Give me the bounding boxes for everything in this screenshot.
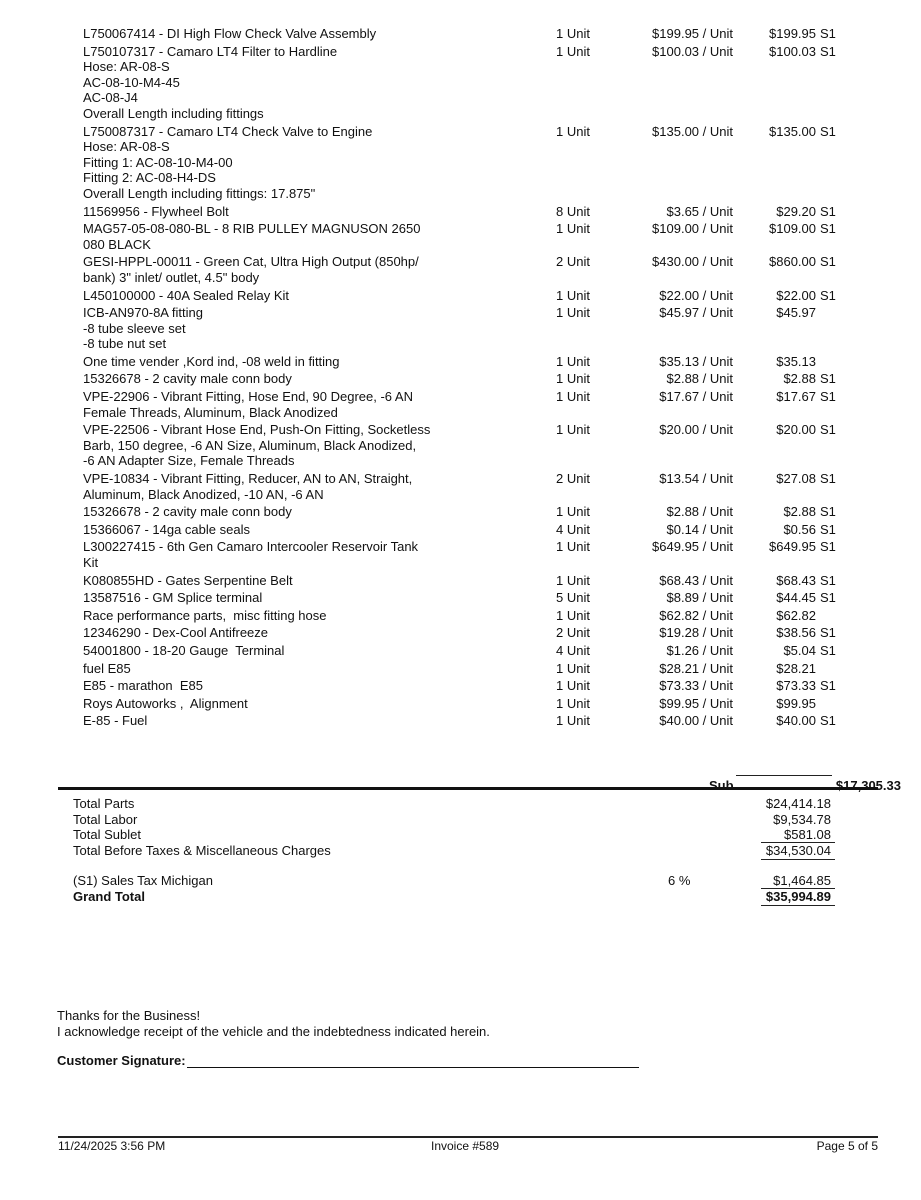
before-taxes-underline: [761, 859, 835, 860]
item-unit-price: $13.54 / Unit: [659, 471, 733, 487]
grand-total-value: $35,994.89: [765, 888, 831, 904]
item-description: [83, 643, 473, 659]
line-item-row: [83, 354, 873, 370]
item-unit-price: $35.13 / Unit: [659, 353, 733, 369]
item-quantity: 1 Unit: [556, 123, 590, 139]
print-timestamp: 11/24/2025 3:56 PM: [58, 1139, 166, 1153]
item-amount-value: $860.00: [769, 254, 816, 270]
total-sublet-value: $581.08: [784, 827, 831, 843]
item-description-line: Fitting 2: AC-08-H4-DS: [83, 170, 216, 186]
item-description-line: L750087317 - Camaro LT4 Check Valve to Engine: [83, 123, 373, 139]
item-description: [83, 389, 473, 420]
line-item-row: [83, 389, 873, 420]
invoice-number: Invoice #589: [431, 1139, 500, 1153]
item-unit-price: $19.28 / Unit: [659, 625, 733, 641]
page-number: Page 5 of 5: [816, 1139, 878, 1153]
acknowledgement-text: I acknowledge receipt of the vehicle and the indebtedness indicated herein.: [57, 1023, 490, 1039]
total-parts-value: $24,414.18: [765, 796, 831, 811]
item-amount: [738, 643, 848, 659]
sales-tax-label: (S1) Sales Tax Michigan: [73, 873, 213, 889]
item-tax-code: S1: [820, 678, 836, 694]
item-description: [83, 204, 473, 220]
item-amount: [738, 221, 848, 237]
item-quantity: 1 Unit: [556, 713, 590, 729]
item-description: [83, 625, 473, 641]
item-tax-code: S1: [820, 539, 836, 555]
item-unit-price: $28.21 / Unit: [659, 660, 733, 676]
thanks-text: Thanks for the Business!: [57, 1008, 201, 1023]
item-amount: [738, 661, 848, 677]
item-tax-code: S1: [820, 422, 836, 438]
item-quantity: 1 Unit: [556, 287, 590, 303]
item-unit-price: $22.00 / Unit: [659, 287, 733, 303]
total-parts-row: [73, 796, 843, 812]
item-description: [83, 254, 473, 285]
total-sublet-label: Total Sublet: [73, 827, 141, 843]
total-before-taxes-value: $34,530.04: [765, 842, 831, 858]
item-amount-value: $38.56: [776, 625, 816, 641]
item-amount-value: $22.00: [776, 287, 816, 303]
item-description: [83, 539, 473, 570]
item-amount: [738, 124, 848, 140]
item-amount: [738, 625, 848, 641]
line-item-row: [83, 573, 873, 589]
item-description-line: Fitting 1: AC-08-10-M4-00: [83, 154, 233, 170]
item-description-line: Barb, 150 degree, -6 AN Size, Aluminum, Black Anodized,: [83, 437, 417, 453]
item-quantity: 1 Unit: [556, 221, 590, 237]
item-amount: [738, 305, 848, 321]
item-amount: [738, 522, 848, 538]
sales-tax-row: [73, 873, 843, 889]
item-amount-value: $5.04: [783, 642, 816, 658]
item-unit-price: $8.89 / Unit: [666, 590, 733, 606]
item-tax-code: S1: [820, 625, 836, 641]
item-unit-price: $430.00 / Unit: [652, 254, 733, 270]
sales-tax-value: $1,464.85: [773, 873, 831, 889]
customer-signature: [57, 1053, 639, 1068]
item-quantity: 5 Unit: [556, 590, 590, 606]
item-tax-code: S1: [820, 504, 836, 520]
item-amount-value: $17.67: [776, 389, 816, 405]
item-description-line: AC-08-J4: [83, 90, 138, 106]
item-description-line: L750067414 - DI High Flow Check Valve Assembly: [83, 26, 377, 41]
item-description-line: Overall Length including fittings: [83, 105, 264, 121]
item-quantity: 1 Unit: [556, 678, 590, 694]
item-description-line: K080855HD - Gates Serpentine Belt: [83, 572, 293, 588]
item-quantity: 1 Unit: [556, 305, 590, 321]
item-unit-price: $62.82 / Unit: [659, 607, 733, 623]
item-amount-value: $135.00: [769, 123, 816, 139]
line-item-row: [83, 254, 873, 285]
item-amount-value: $73.33: [776, 678, 816, 694]
item-description-line: ICB-AN970-8A fitting: [83, 305, 203, 321]
item-description: [83, 354, 473, 370]
item-description: [83, 573, 473, 589]
total-sublet-row: [73, 827, 843, 843]
item-description-line: Roys Autoworks , Alignment: [83, 695, 248, 711]
item-amount: [738, 354, 848, 370]
item-quantity: 8 Unit: [556, 203, 590, 219]
item-quantity: 1 Unit: [556, 504, 590, 520]
item-description-line: 54001800 - 18-20 Gauge Terminal: [83, 642, 285, 658]
line-item-row: [83, 204, 873, 220]
item-unit-price: $649.95 / Unit: [652, 539, 733, 555]
item-description-line: -6 AN Adapter Size, Female Threads: [83, 453, 295, 469]
item-amount: [738, 504, 848, 520]
item-amount-value: $20.00: [776, 422, 816, 438]
item-tax-code: S1: [820, 590, 836, 606]
item-unit-price: $20.00 / Unit: [659, 422, 733, 438]
line-item-row: [83, 221, 873, 252]
item-amount: [738, 539, 848, 555]
item-description: [83, 661, 473, 677]
line-item-row: [83, 522, 873, 538]
line-item-row: [83, 44, 873, 122]
item-quantity: 4 Unit: [556, 521, 590, 537]
item-tax-code: S1: [820, 254, 836, 270]
item-quantity: 2 Unit: [556, 254, 590, 270]
line-item-row: [83, 471, 873, 502]
item-description-line: 13587516 - GM Splice terminal: [83, 590, 263, 606]
item-unit-price: $3.65 / Unit: [666, 203, 733, 219]
total-labor-label: Total Labor: [73, 811, 138, 827]
item-description-line: Female Threads, Aluminum, Black Anodized: [83, 404, 338, 420]
item-amount-value: $100.03: [769, 43, 816, 59]
item-description-line: VPE-10834 - Vibrant Fitting, Reducer, AN to AN, Straight,: [83, 471, 413, 487]
item-tax-code: S1: [820, 43, 836, 59]
item-description-line: bank) 3" inlet/ outlet, 4.5" body: [83, 269, 260, 285]
item-description-line: 15326678 - 2 cavity male conn body: [83, 504, 292, 520]
item-quantity: 2 Unit: [556, 471, 590, 487]
item-amount: [738, 204, 848, 220]
item-amount-value: $0.56: [783, 521, 816, 537]
item-quantity: 2 Unit: [556, 625, 590, 641]
item-amount: [738, 590, 848, 606]
item-tax-code: S1: [820, 123, 836, 139]
line-item-row: [83, 124, 873, 202]
item-amount: [738, 573, 848, 589]
item-amount: [738, 26, 848, 42]
item-description-line: One time vender ,Kord ind, -08 weld in fitting: [83, 353, 340, 369]
item-description-line: fuel E85: [83, 660, 131, 676]
item-amount-value: $35.13: [776, 353, 816, 369]
totals-section: [73, 796, 843, 905]
line-item-row: [83, 678, 873, 694]
item-description: [83, 371, 473, 387]
item-unit-price: $199.95 / Unit: [652, 26, 733, 41]
item-description-line: Overall Length including fittings: 17.875": [83, 185, 316, 201]
item-unit-price: $68.43 / Unit: [659, 572, 733, 588]
item-tax-code: S1: [820, 521, 836, 537]
item-description: [83, 288, 473, 304]
subtotal-value: $17,305.33: [835, 778, 901, 793]
item-amount-value: $40.00: [776, 713, 816, 729]
item-unit-price: $135.00 / Unit: [652, 123, 733, 139]
line-item-row: [83, 608, 873, 624]
line-item-row: [83, 422, 873, 469]
item-amount-value: $2.88: [783, 371, 816, 387]
item-quantity: 1 Unit: [556, 695, 590, 711]
item-unit-price: $0.14 / Unit: [666, 521, 733, 537]
total-labor-row: [73, 812, 843, 828]
item-amount-value: $99.95: [776, 695, 816, 711]
item-quantity: 1 Unit: [556, 607, 590, 623]
item-quantity: 1 Unit: [556, 26, 590, 41]
item-description-line: VPE-22506 - Vibrant Hose End, Push-On Fitting, Socketless: [83, 422, 431, 438]
item-tax-code: S1: [820, 221, 836, 237]
item-amount: [738, 678, 848, 694]
item-description-line: L300227415 - 6th Gen Camaro Intercooler Reservoir Tank: [83, 539, 419, 555]
line-item-row: [83, 625, 873, 641]
item-description-line: Hose: AR-08-S: [83, 139, 170, 155]
item-amount-value: $109.00: [769, 221, 816, 237]
item-description-line: -8 tube nut set: [83, 336, 167, 352]
item-tax-code: S1: [820, 572, 836, 588]
item-amount-value: $44.45: [776, 590, 816, 606]
item-amount-value: $45.97: [776, 305, 816, 321]
line-item-row: [83, 305, 873, 352]
item-description-line: 080 BLACK: [83, 236, 151, 252]
footer-divider: [58, 1136, 878, 1138]
item-unit-price: $40.00 / Unit: [659, 713, 733, 729]
item-description: [83, 678, 473, 694]
line-item-row: [83, 713, 873, 729]
item-amount: [738, 696, 848, 712]
item-tax-code: S1: [820, 471, 836, 487]
item-description: [83, 504, 473, 520]
item-description: [83, 713, 473, 729]
item-description: [83, 44, 473, 122]
item-description-line: 15326678 - 2 cavity male conn body: [83, 371, 292, 387]
item-tax-code: S1: [820, 642, 836, 658]
item-amount: [738, 254, 848, 270]
item-description-line: MAG57-05-08-080-BL - 8 RIB PULLEY MAGNUSON 2650: [83, 221, 421, 237]
item-amount-value: $28.21: [776, 660, 816, 676]
item-description: [83, 608, 473, 624]
item-amount-value: $29.20: [776, 203, 816, 219]
item-description: [83, 26, 473, 42]
item-description: [83, 124, 473, 202]
item-description: [83, 422, 473, 469]
item-unit-price: $73.33 / Unit: [659, 678, 733, 694]
item-amount-value: $649.95: [769, 539, 816, 555]
item-quantity: 4 Unit: [556, 642, 590, 658]
signature-line[interactable]: [187, 1053, 639, 1068]
total-parts-label: Total Parts: [73, 796, 135, 811]
item-quantity: 1 Unit: [556, 660, 590, 676]
total-labor-value: $9,534.78: [773, 811, 831, 827]
item-description-line: E-85 - Fuel: [83, 713, 148, 729]
section-divider: [58, 787, 878, 790]
item-description-line: AC-08-10-M4-45: [83, 74, 180, 90]
line-item-row: [83, 590, 873, 606]
item-description-line: L450100000 - 40A Sealed Relay Kit: [83, 287, 289, 303]
item-unit-price: $45.97 / Unit: [659, 305, 733, 321]
item-description-line: 11569956 - Flywheel Bolt: [83, 203, 229, 219]
item-amount: [738, 288, 848, 304]
item-description: [83, 305, 473, 352]
item-tax-code: S1: [820, 287, 836, 303]
item-description-line: Kit: [83, 555, 99, 570]
item-description: [83, 471, 473, 502]
item-description-line: Hose: AR-08-S: [83, 59, 170, 75]
item-quantity: 1 Unit: [556, 371, 590, 387]
line-item-row: [83, 696, 873, 712]
item-quantity: 1 Unit: [556, 389, 590, 405]
item-tax-code: S1: [820, 713, 836, 729]
item-description: [83, 221, 473, 252]
item-unit-price: $100.03 / Unit: [652, 43, 733, 59]
item-quantity: 1 Unit: [556, 353, 590, 369]
item-unit-price: $2.88 / Unit: [666, 371, 733, 387]
item-amount: [738, 389, 848, 405]
item-unit-price: $109.00 / Unit: [652, 221, 733, 237]
item-description-line: -8 tube sleeve set: [83, 320, 186, 336]
item-amount: [738, 44, 848, 60]
subtotal-label: Sub: [709, 778, 734, 793]
item-unit-price: $1.26 / Unit: [666, 642, 733, 658]
item-amount-value: $27.08: [776, 471, 816, 487]
sales-tax-rate: 6 %: [668, 873, 691, 889]
item-tax-code: S1: [820, 26, 836, 41]
item-tax-code: S1: [820, 371, 836, 387]
total-before-taxes-label: Total Before Taxes & Miscellaneous Charges: [73, 842, 331, 858]
closing-note: [57, 1008, 490, 1039]
line-item-row: [83, 539, 873, 570]
grand-total-row: [73, 889, 843, 905]
item-amount: [738, 471, 848, 487]
item-amount: [738, 371, 848, 387]
item-description-line: GESI-HPPL-00011 - Green Cat, Ultra High Output (850hp/: [83, 254, 419, 270]
item-unit-price: $99.95 / Unit: [659, 695, 733, 711]
item-description-line: VPE-22906 - Vibrant Fitting, Hose End, 90 Degree, -6 AN: [83, 389, 413, 405]
item-amount-value: $62.82: [776, 607, 816, 623]
item-quantity: 1 Unit: [556, 572, 590, 588]
item-amount-value: $199.95: [769, 26, 816, 41]
item-description-line: Race performance parts, misc fitting hose: [83, 607, 327, 623]
item-description-line: Aluminum, Black Anodized, -10 AN, -6 AN: [83, 486, 324, 502]
item-amount-value: $68.43: [776, 572, 816, 588]
total-before-taxes-row: [73, 843, 843, 859]
item-quantity: 1 Unit: [556, 422, 590, 438]
line-items-table: [83, 26, 901, 793]
line-item-row: [83, 26, 873, 42]
item-description-line: L750107317 - Camaro LT4 Filter to Hardline: [83, 43, 338, 59]
subtotal-rule: [736, 775, 832, 776]
item-amount: [738, 422, 848, 438]
item-tax-code: S1: [820, 203, 836, 219]
item-description-line: 12346290 - Dex-Cool Antifreeze: [83, 625, 269, 641]
item-unit-price: $2.88 / Unit: [666, 504, 733, 520]
item-amount-value: $2.88: [783, 504, 816, 520]
line-item-row: [83, 661, 873, 677]
item-description-line: 15366067 - 14ga cable seals: [83, 521, 250, 537]
item-quantity: 1 Unit: [556, 539, 590, 555]
item-unit-price: $17.67 / Unit: [659, 389, 733, 405]
grand-total-underline: [761, 905, 835, 906]
item-description: [83, 696, 473, 712]
line-item-row: [83, 504, 873, 520]
grand-total-label: Grand Total: [73, 888, 145, 904]
item-amount: [738, 713, 848, 729]
signature-label: Customer Signature:: [57, 1053, 186, 1068]
line-item-row: [83, 371, 873, 387]
item-description-line: E85 - marathon E85: [83, 678, 203, 694]
item-description: [83, 522, 473, 538]
item-description: [83, 590, 473, 606]
item-tax-code: S1: [820, 389, 836, 405]
page-footer: [58, 1139, 878, 1155]
item-quantity: 1 Unit: [556, 43, 590, 59]
line-item-row: [83, 288, 873, 304]
line-item-row: [83, 643, 873, 659]
item-amount: [738, 608, 848, 624]
